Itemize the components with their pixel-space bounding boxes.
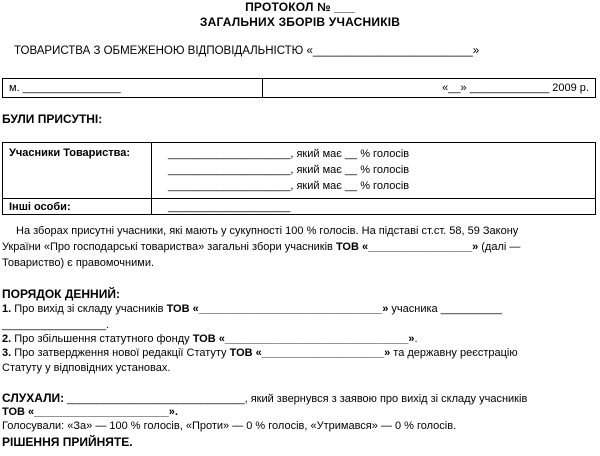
participants-label: Учасники Товариства: xyxy=(3,143,152,199)
present-heading: БУЛИ ПРИСУТНІ: xyxy=(2,112,103,126)
participants-list xyxy=(152,143,596,199)
item-number: 3. xyxy=(2,347,12,359)
place-cell: м. ________________ xyxy=(3,79,263,98)
quorum-text: (далі — xyxy=(478,241,521,253)
protocol-title: ПРОТОКОЛ № ___ xyxy=(245,0,355,14)
item-text: Про збільшення статутного фонду xyxy=(11,333,193,345)
item-text: учасника __________ xyxy=(388,303,502,315)
heard-text: _____________________________, який звернувся з заявою про вихід зі складу учасників xyxy=(64,393,528,405)
company-blank: ТОВ «____________________» xyxy=(229,347,391,359)
agenda-heading: ПОРЯДОК ДЕННИЙ: xyxy=(2,287,120,301)
votes-line: Голосували: «За» — 100 % голосів, «Проти» — 0 % голосів, «Утримався» — 0 % голосів. xyxy=(2,420,457,432)
item-number: 1. xyxy=(2,303,12,315)
item-number: 2. xyxy=(2,333,12,345)
agenda-item-3 xyxy=(2,347,518,359)
protocol-subtitle: ЗАГАЛЬНИХ ЗБОРІВ УЧАСНИКІВ xyxy=(199,15,401,29)
agenda-item-2 xyxy=(2,333,418,345)
decision-line: РІШЕННЯ ПРИЙНЯТЕ. xyxy=(2,435,133,449)
others-label: Інші особи: xyxy=(3,199,152,215)
company-name-line: ТОВАРИСТВА З ОБМЕЖЕНОЮ ВІДПОВІДАЛЬНІСТЮ «_________________________» xyxy=(14,45,480,57)
attendees-table xyxy=(2,142,596,215)
agenda-item-1-continued: _________________. xyxy=(2,319,110,331)
quorum-line2 xyxy=(2,241,596,253)
heard-line1 xyxy=(2,391,527,405)
item-text: та державну реєстрацію xyxy=(390,347,518,359)
participant-row: ____________________, який має __ % голосів xyxy=(168,148,410,160)
company-blank: ТОВ «______________________________» xyxy=(192,333,415,345)
place-date-table xyxy=(2,78,596,98)
heard-label: СЛУХАЛИ: xyxy=(2,391,65,405)
others-value: ____________________ xyxy=(152,199,596,215)
company-blank: ТОВ «_________________» xyxy=(335,241,479,253)
agenda-item-1 xyxy=(2,303,502,315)
heard-company: ТОВ «______________________». xyxy=(2,406,178,418)
agenda-item-3-continued: Статуту у відповідних установах. xyxy=(2,362,171,374)
participant-row: ____________________, який має __ % голосів xyxy=(168,180,410,192)
item-text: Про затвердження нової редакції Статуту xyxy=(11,347,230,359)
participant-row: ____________________, який має __ % голосів xyxy=(168,164,410,176)
item-text: Про вихід зі складу учасників xyxy=(11,303,167,315)
quorum-text: України «Про господарські товариства» загальні збори учасників xyxy=(2,241,336,253)
item-text: . xyxy=(414,333,418,345)
date-cell: «__» _____________ 2009 р. xyxy=(262,79,595,98)
quorum-line1: На зборах присутні учасники, які мають у сукупності 100 % голосів. На підставі ст.ст. 58, 59 Закону xyxy=(16,225,519,237)
quorum-line3: Товариство) є правомочними. xyxy=(2,257,155,269)
company-blank: ТОВ «______________________________» xyxy=(166,303,389,315)
